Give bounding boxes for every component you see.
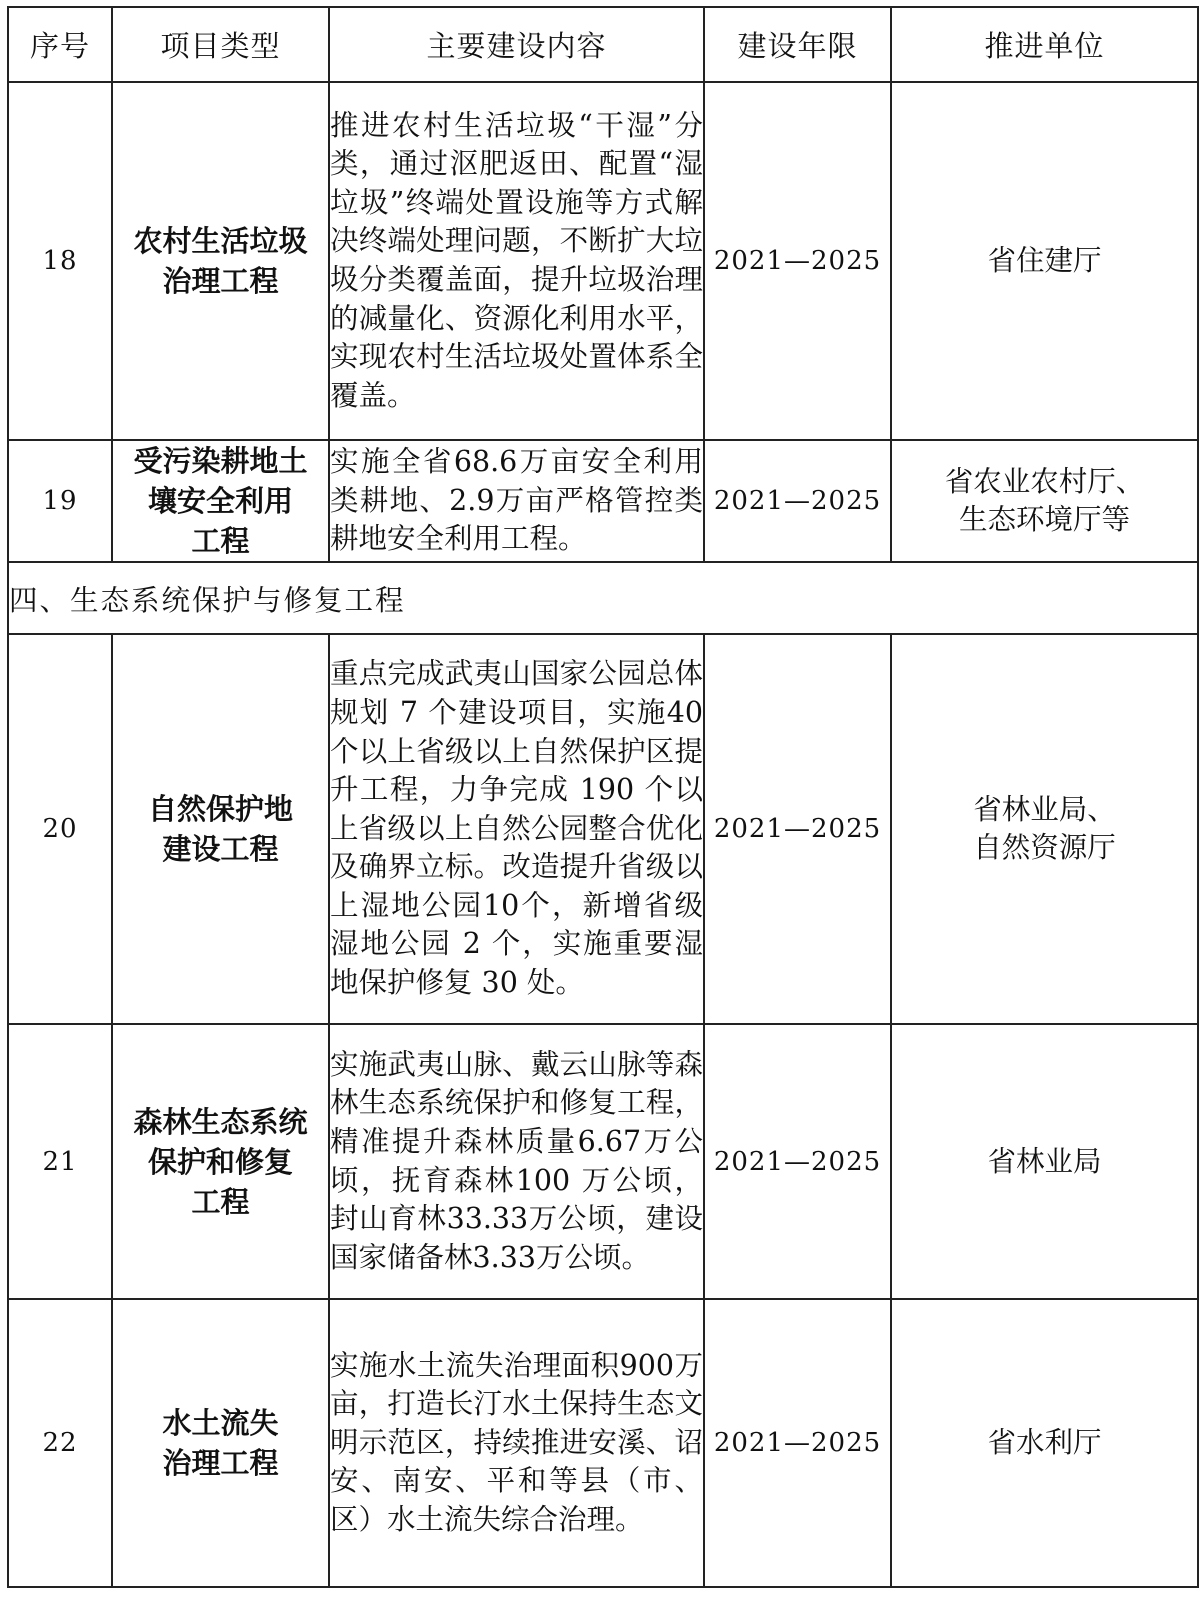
row-unit: 省住建厅 xyxy=(891,82,1198,440)
section-heading: 四、生态系统保护与修复工程 xyxy=(8,562,1198,634)
header-type: 项目类型 xyxy=(112,7,329,82)
row-seq: 19 xyxy=(8,440,112,562)
header-seq: 序号 xyxy=(8,7,112,82)
row-unit: 省林业局、 自然资源厅 xyxy=(891,634,1198,1024)
header-row xyxy=(8,7,1198,82)
row-content xyxy=(329,440,704,562)
row-type: 自然保护地 建设工程 xyxy=(112,634,329,1024)
row-content-text: 推进农村生活垃圾“干湿”分类，通过沤肥返田、配置“湿垃圾”终端处置设施等方式解决终端处理问题，不断扩大垃圾分类覆盖面，提升垃圾治理的减量化、资源化利用水平，实现农村生活垃圾处置体系全覆盖。 xyxy=(330,108,703,412)
row-type: 森林生态系统 保护和修复 工程 xyxy=(112,1024,329,1299)
row-seq: 22 xyxy=(8,1299,112,1587)
row-seq: 21 xyxy=(8,1024,112,1299)
row-seq: 20 xyxy=(8,634,112,1024)
header-content: 主要建设内容 xyxy=(329,7,704,82)
table-row xyxy=(8,634,1198,1024)
row-content-text: 重点完成武夷山国家公园总体规划 7 个建设项目，实施40个以上省级以上自然保护区提升工程，力争完成 190 个以上省级以上自然公园整合优化及确界立标。改造提升省级以上湿地公园10个，新增省级湿地公园 2 个，实施重要湿地保护修复 30 处。 xyxy=(330,657,703,1000)
row-unit: 省农业农村厅、 生态环境厅等 xyxy=(891,440,1198,562)
row-years: 2021—2025 xyxy=(704,1024,891,1299)
row-type: 受污染耕地土 壤安全利用 工程 xyxy=(112,440,329,562)
row-content-text: 实施全省68.6万亩安全利用类耕地、2.9万亩严格管控类耕地安全利用工程。 xyxy=(330,445,703,556)
row-content-text: 实施水土流失治理面积900万亩，打造长汀水土保持生态文明示范区，持续推进安溪、诏安、南安、平和等县（市、区）水土流失综合治理。 xyxy=(330,1348,703,1536)
row-unit: 省林业局 xyxy=(891,1024,1198,1299)
row-seq: 18 xyxy=(8,82,112,440)
header-years: 建设年限 xyxy=(704,7,891,82)
table-row xyxy=(8,1024,1198,1299)
row-type: 水土流失 治理工程 xyxy=(112,1299,329,1587)
row-content xyxy=(329,634,704,1024)
row-content-text: 实施武夷山脉、戴云山脉等森林生态系统保护和修复工程，精准提升森林质量6.67万公顷，抚育森林100 万公顷，封山育林33.33万公顷，建设国家储备林3.33万公顷。 xyxy=(330,1047,703,1274)
row-years: 2021—2025 xyxy=(704,1299,891,1587)
row-content xyxy=(329,1299,704,1587)
row-content xyxy=(329,82,704,440)
row-type: 农村生活垃圾 治理工程 xyxy=(112,82,329,440)
row-years: 2021—2025 xyxy=(704,82,891,440)
table-row xyxy=(8,440,1198,562)
table-row xyxy=(8,82,1198,440)
row-years: 2021—2025 xyxy=(704,634,891,1024)
project-table xyxy=(7,6,1199,1588)
section-row xyxy=(8,562,1198,634)
table-row xyxy=(8,1299,1198,1587)
row-years: 2021—2025 xyxy=(704,440,891,562)
row-content xyxy=(329,1024,704,1299)
header-unit: 推进单位 xyxy=(891,7,1198,82)
row-unit: 省水利厅 xyxy=(891,1299,1198,1587)
